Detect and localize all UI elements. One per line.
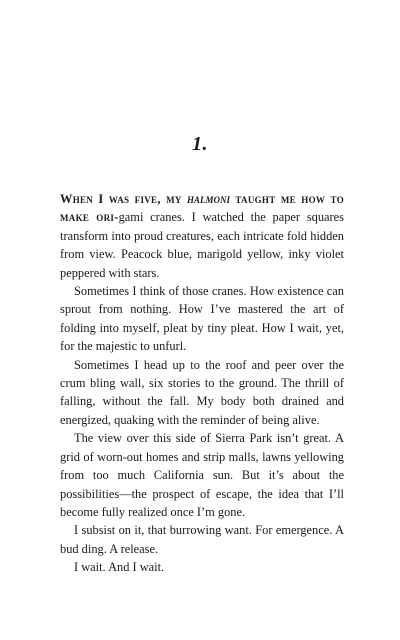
lead-in-small-caps: When I was five, my (60, 192, 188, 206)
paragraph-6: I wait. And I wait. (74, 560, 165, 575)
lead-in-italic-word: halmoni (187, 192, 231, 206)
lead-in-small-caps-end: taught me how to make ori- (60, 192, 344, 225)
paragraph-5: I subsist on it, that burrowing want. For emergence. A bud ding. A release. (60, 523, 344, 556)
paragraph-2: Sometimes I think of those cranes. How existence can sprout from nothing. How I’ve mastered the art of folding into myself, pleat by tiny pleat. How I wait, yet, for the majestic to unfurl. (60, 284, 344, 354)
paragraph-1-text: gami cranes. I watched the paper squares transform into proud creatures, each intricate fold hidden from view. Peacock blue, marigold yellow, inky violet peppered with stars. (60, 210, 344, 280)
paragraph-1 (60, 190, 344, 282)
chapter-body (60, 190, 344, 577)
paragraph-3: Sometimes I head up to the roof and peer over the crum bling wall, six stories to the ground. The thrill of falling, without the fall. My body both drained and energized, quaking with the reminder of being alive. (60, 357, 344, 427)
paragraph-4: The view over this side of Sierra Park isn’t great. A grid of worn-out homes and strip malls, lawns yellowing from too much California sun. But it’s about the possibilities—the prospect of escape, the idea that I’ll become fully realized once I’m gone. (60, 431, 344, 519)
chapter-number: 1. (192, 133, 208, 155)
